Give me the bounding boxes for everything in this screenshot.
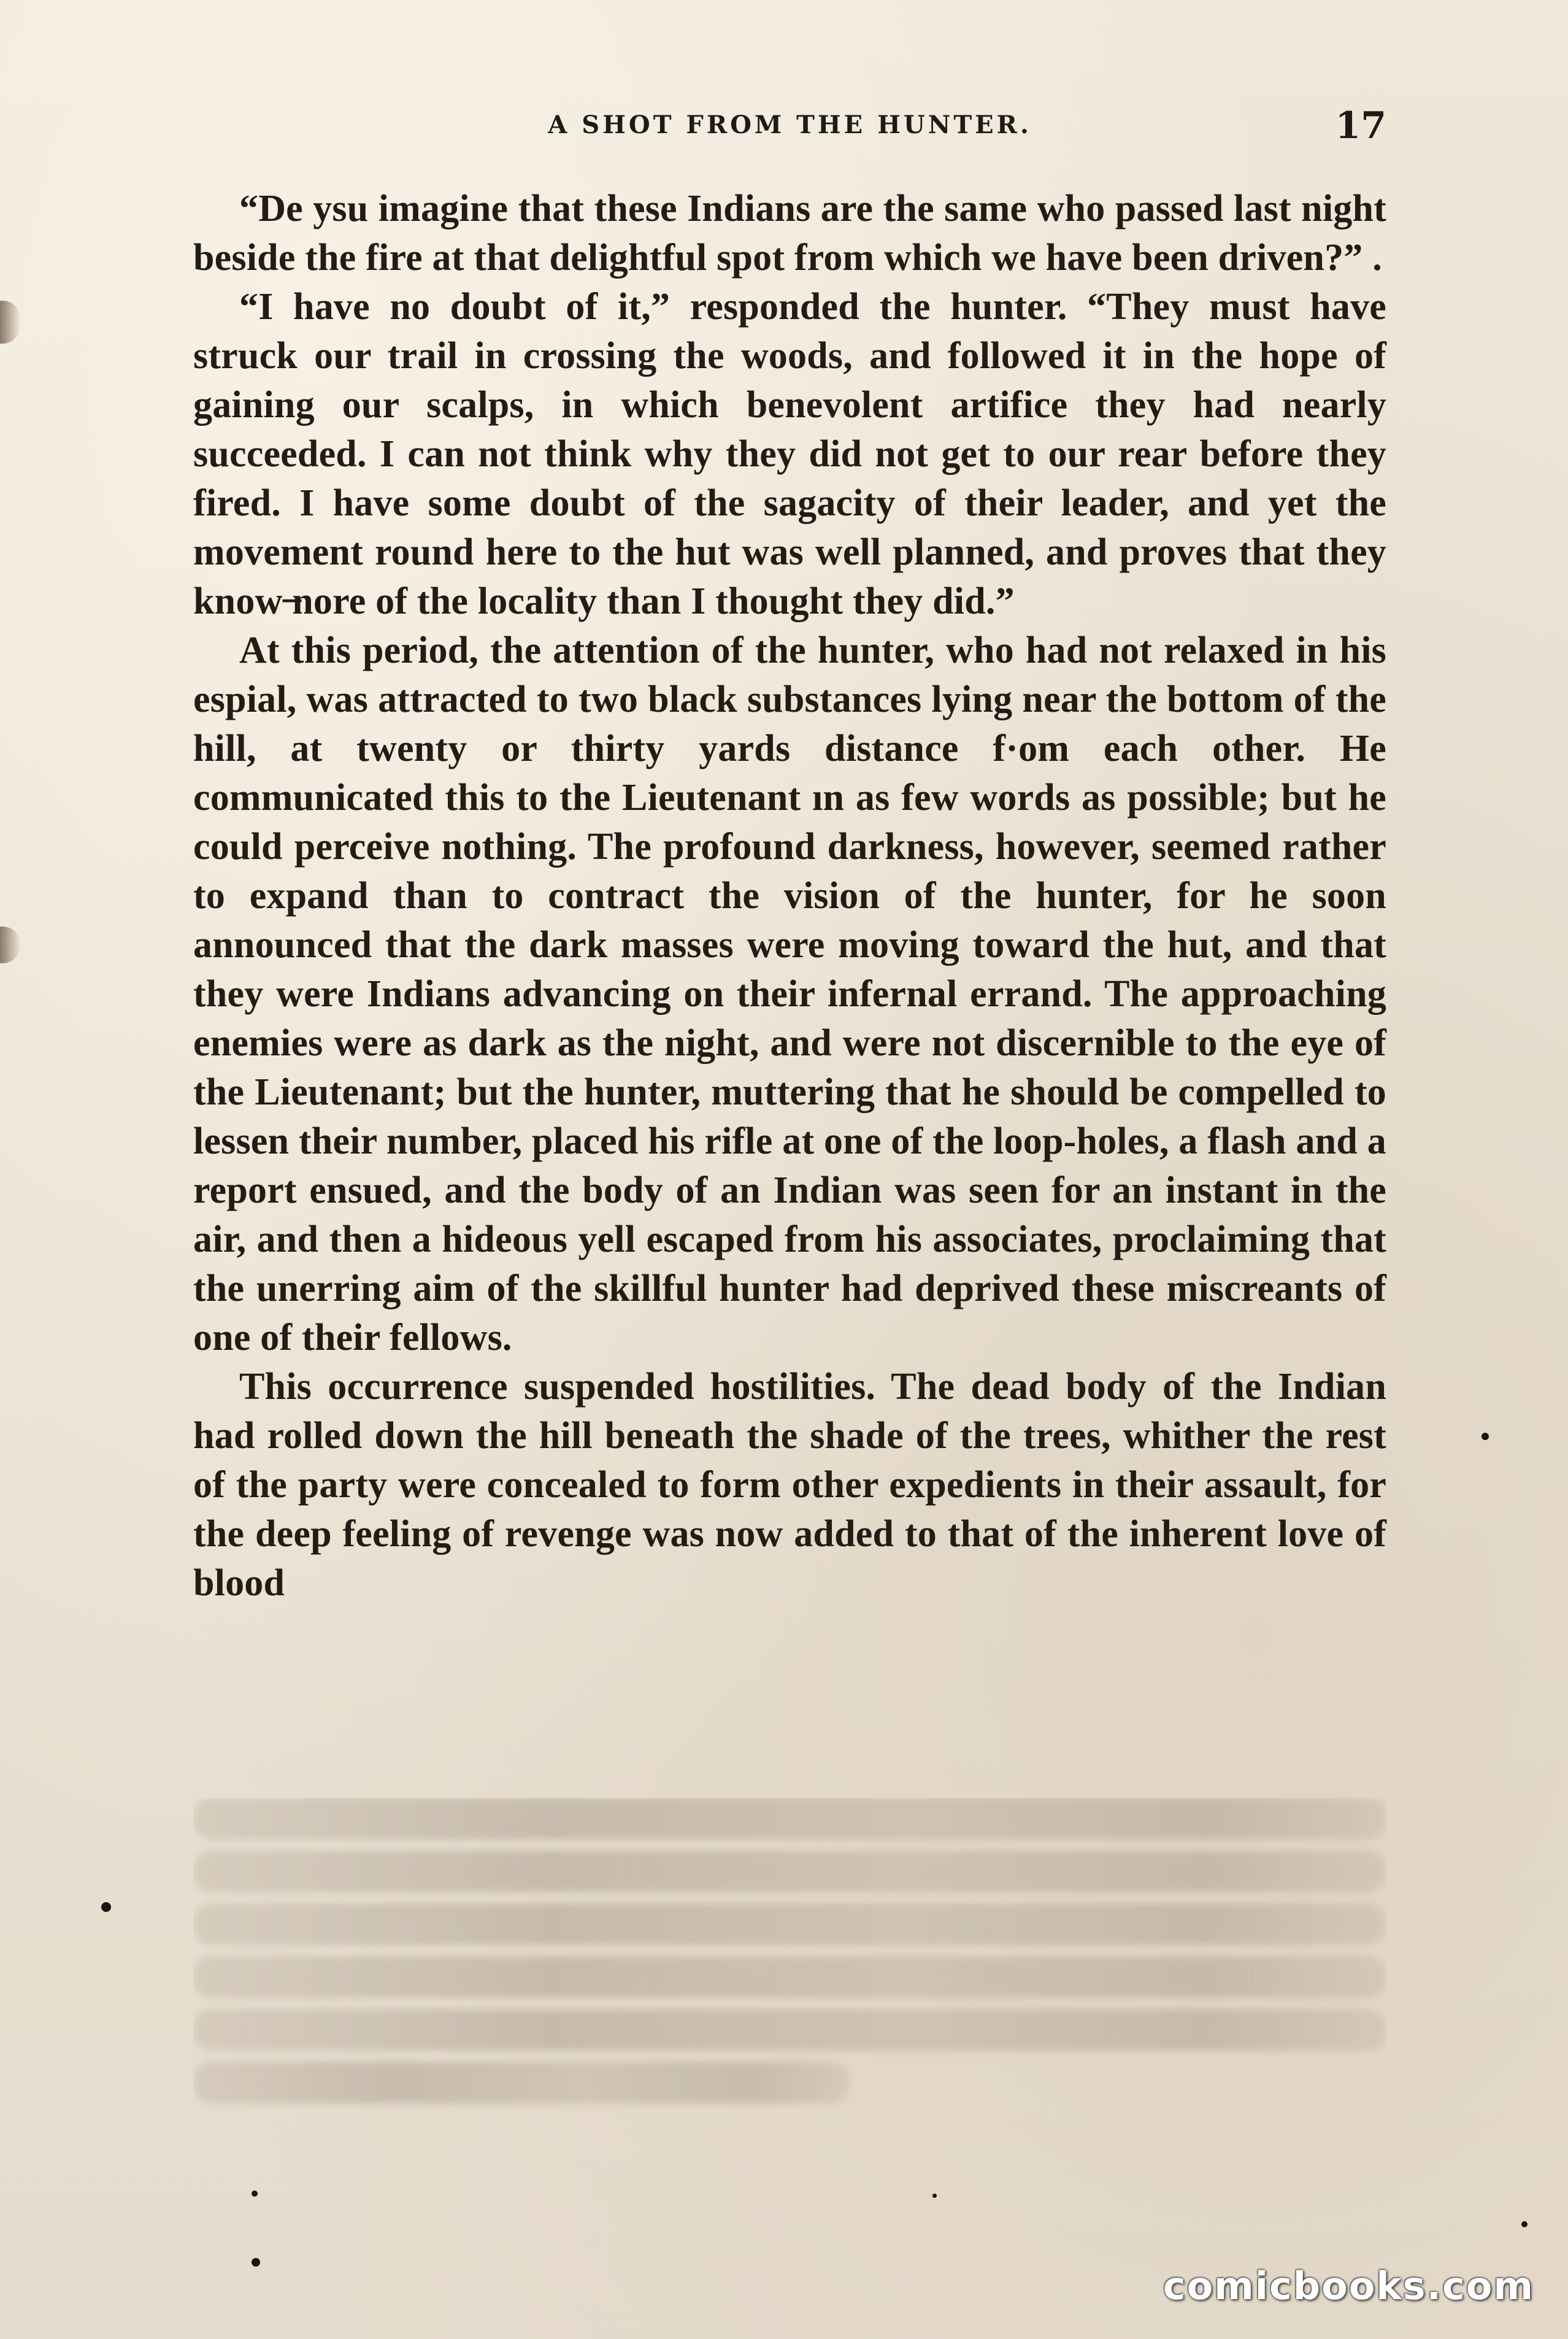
paper-speck — [101, 1902, 111, 1912]
bleed-through-line — [193, 2009, 1386, 2051]
running-title: A SHOT FROM THE HUNTER. — [548, 110, 1032, 139]
bleed-through-line — [193, 1798, 1386, 1840]
paper-speck — [932, 2194, 937, 2198]
paragraph: “I have no doubt of it,” responded the hunter. “They must have struck our trail in crossing the woods, and followed it in the hope of gaining our scalps, in which benevolent artifice they had nearly succeeded. I can not think why they did not get to our rear before they fired. I have some doubt of the sagacity of their leader, and yet the movement round here to the hut was well planned, and proves that they know ̶nore of the locality than I thought they did.” — [193, 286, 1386, 622]
bleed-through-line — [193, 1903, 1386, 1945]
paragraph: At this period, the attention of the hunter, who had not relaxed in his espial, was attracted to two black substances lying near the bottom of the hill, at twenty or thirty yards distance f·om each other. He communicated this to the Lieutenant ın as few words as possible; but he could perceive nothing. The profound darkness, however, seemed rather to expand than to contract the vision of the hunter, for he soon announced that the dark masses were moving toward the hut, and that they were Indians advancing on their infernal errand. The approaching enemies were as dark as the night, and were not discernible to the eye of the Lieutenant; but the hunter, muttering that he should be compelled to lessen their number, placed his rifle at one of the loop-holes, a flash and a report ensued, and the body of an Indian was seen for an instant in the air, and then a hideous yell escaped from his associates, proclaiming that the unerring aim of the skillful hunter had deprived these miscreants of one of their fellows. — [193, 630, 1386, 1358]
paragraph: “De ysu imagine that these Indians are the same who passed last night beside the fire at that delightful spot from which we have been driven?” . — [193, 188, 1386, 279]
paper-speck — [1482, 1433, 1489, 1440]
paper-speck — [252, 2258, 260, 2267]
body-text — [193, 184, 1386, 1608]
page-number: 17 — [1335, 104, 1386, 147]
page-edge-mark — [0, 301, 21, 344]
bleed-through-line — [193, 1851, 1386, 1892]
page-edge-mark — [0, 927, 21, 963]
bleed-through-text — [193, 1798, 1386, 2184]
paragraph: This occurrence suspended hostilities. The dead body of the Indian had rolled down the hill beneath the shade of the trees, whither the rest of the party were concealed to form other expedients in their assault, for the deep feeling of revenge was now added to that of the inherent love of blood — [193, 1366, 1386, 1604]
watermark: comicbooks.com — [1163, 2264, 1534, 2308]
bleed-through-line — [193, 2062, 850, 2103]
paper-speck — [1521, 2221, 1528, 2227]
running-head — [193, 104, 1386, 153]
bleed-through-line — [193, 1956, 1386, 1998]
paper-speck — [252, 2191, 258, 2197]
